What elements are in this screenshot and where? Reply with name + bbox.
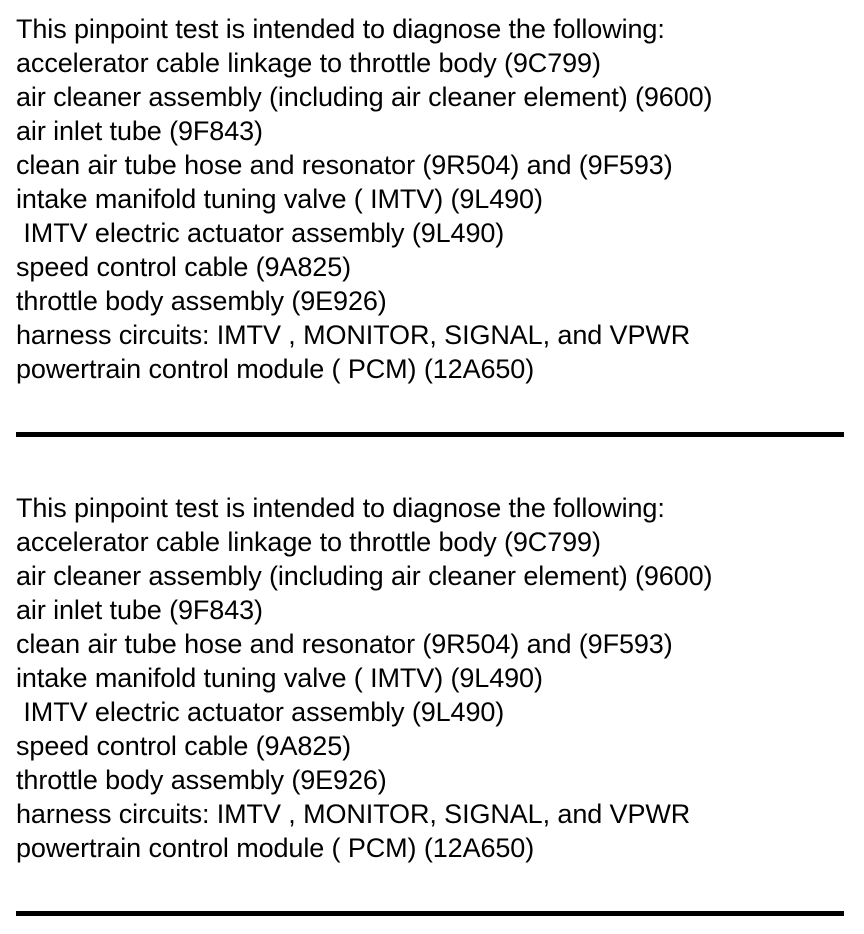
list-item: speed control cable (9A825) xyxy=(16,731,352,761)
diagnosis-section-1 xyxy=(16,12,846,386)
diagnosis-section-2 xyxy=(16,491,846,865)
list-item: air inlet tube (9F843) xyxy=(16,116,263,146)
section-intro: This pinpoint test is intended to diagnose the following: xyxy=(16,493,665,523)
list-item: harness circuits: IMTV , MONITOR, SIGNAL, and VPWR xyxy=(16,799,691,829)
list-item: speed control cable (9A825) xyxy=(16,252,352,282)
list-item: powertrain control module ( PCM) (12A650) xyxy=(16,354,535,384)
list-item: air inlet tube (9F843) xyxy=(16,595,263,625)
list-item: clean air tube hose and resonator (9R504) and (9F593) xyxy=(16,150,673,180)
list-item: IMTV electric actuator assembly (9L490) xyxy=(16,697,505,727)
list-item: air cleaner assembly (including air cleaner element) (9600) xyxy=(16,82,713,112)
section-divider xyxy=(16,911,844,916)
list-item: throttle body assembly (9E926) xyxy=(16,286,387,316)
list-item: IMTV electric actuator assembly (9L490) xyxy=(16,218,505,248)
list-item: powertrain control module ( PCM) (12A650) xyxy=(16,833,535,863)
list-item: intake manifold tuning valve ( IMTV) (9L490) xyxy=(16,663,543,693)
list-item: throttle body assembly (9E926) xyxy=(16,765,387,795)
list-item: intake manifold tuning valve ( IMTV) (9L490) xyxy=(16,184,543,214)
list-item: clean air tube hose and resonator (9R504) and (9F593) xyxy=(16,629,673,659)
section-intro: This pinpoint test is intended to diagnose the following: xyxy=(16,14,665,44)
list-item: accelerator cable linkage to throttle body (9C799) xyxy=(16,48,601,78)
section-divider xyxy=(16,432,844,437)
list-item: accelerator cable linkage to throttle body (9C799) xyxy=(16,527,601,557)
list-item: harness circuits: IMTV , MONITOR, SIGNAL, and VPWR xyxy=(16,320,691,350)
list-item: air cleaner assembly (including air cleaner element) (9600) xyxy=(16,561,713,591)
